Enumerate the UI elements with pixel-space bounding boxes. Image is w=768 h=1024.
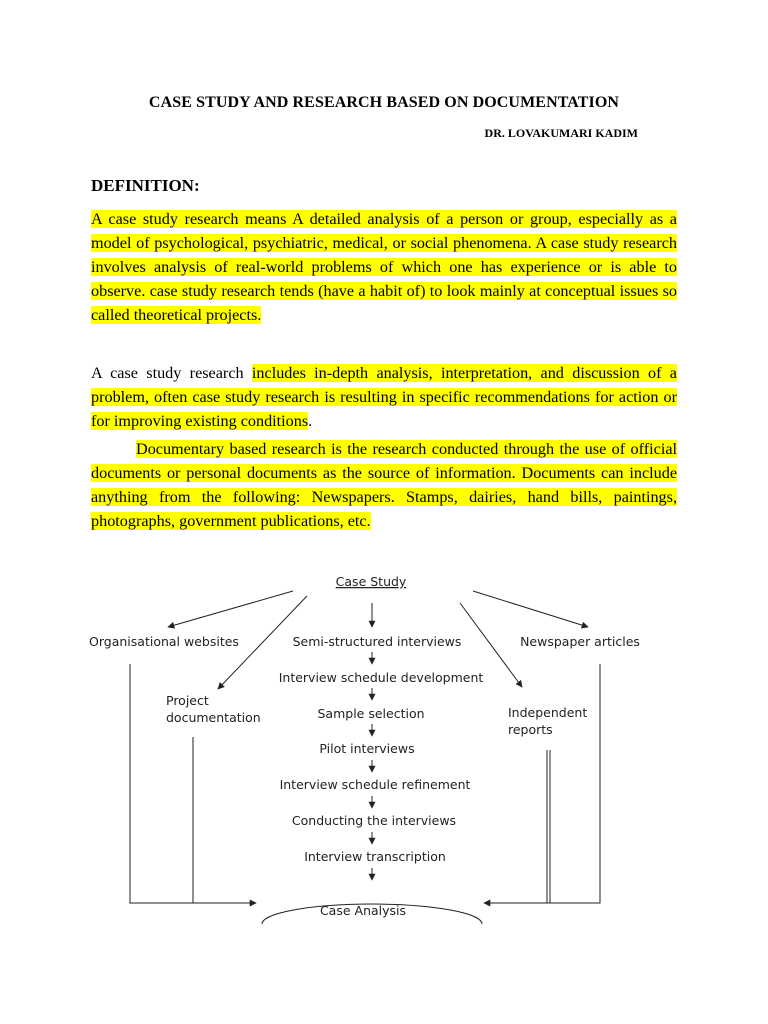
highlighted-text: includes in-depth analysis, interpretation, and discussion of a problem, often case study research is resulting in specific recommendations for action or for improving existing conditions — [91, 364, 677, 430]
project-label-line2: documentation — [166, 710, 261, 725]
case-study-label: Case Study — [335, 574, 407, 589]
step-label: Pilot interviews — [319, 741, 415, 756]
case-analysis-label: Case Analysis — [319, 903, 407, 918]
definition-heading: DEFINITION: — [91, 176, 200, 195]
plain-text-end: . — [308, 412, 313, 430]
step-label: Interview schedule refinement — [279, 777, 471, 792]
step-label: Interview transcription — [304, 849, 446, 864]
highlighted-text: Documentary based research is the research conducted through the use of official documents or personal documents as the source of information. Documents can include anything from the following: Newspapers. Stamps, dairies, hand bills, paintings, photographs, government publications, etc. — [91, 440, 677, 530]
websites-label: Organisational websites — [89, 634, 239, 649]
author-name: DR. LOVAKUMARI KADIM — [484, 126, 638, 140]
independent-label-line1: Independent — [508, 705, 588, 720]
plain-text: A case study research — [91, 364, 252, 382]
arrow-to-websites — [168, 591, 293, 627]
step-label: Conducting the interviews — [291, 813, 457, 828]
independent-label-line2: reports — [508, 722, 553, 737]
project-label-line1: Project — [166, 693, 209, 708]
newspaper-to-analysis-connector — [484, 664, 600, 903]
interviews-label: Semi-structured interviews — [292, 634, 462, 649]
newspaper-label: Newspaper articles — [520, 634, 640, 649]
highlighted-text: A case study research means A detailed analysis of a person or group, especially as a model of psychological, psychiatric, medical, or social phenomena. A case study research involves analysis of real-world problems of which one has experience or is able to observe. case study research tends (have a habit of) to look mainly at conceptual issues so called theoretical projects. — [91, 210, 677, 324]
document-title: CASE STUDY AND RESEARCH BASED ON DOCUMENTATION — [148, 94, 620, 111]
arrow-to-newspaper — [473, 591, 588, 627]
step-label: Sample selection — [317, 706, 425, 721]
step-label: Interview schedule development — [278, 670, 484, 685]
